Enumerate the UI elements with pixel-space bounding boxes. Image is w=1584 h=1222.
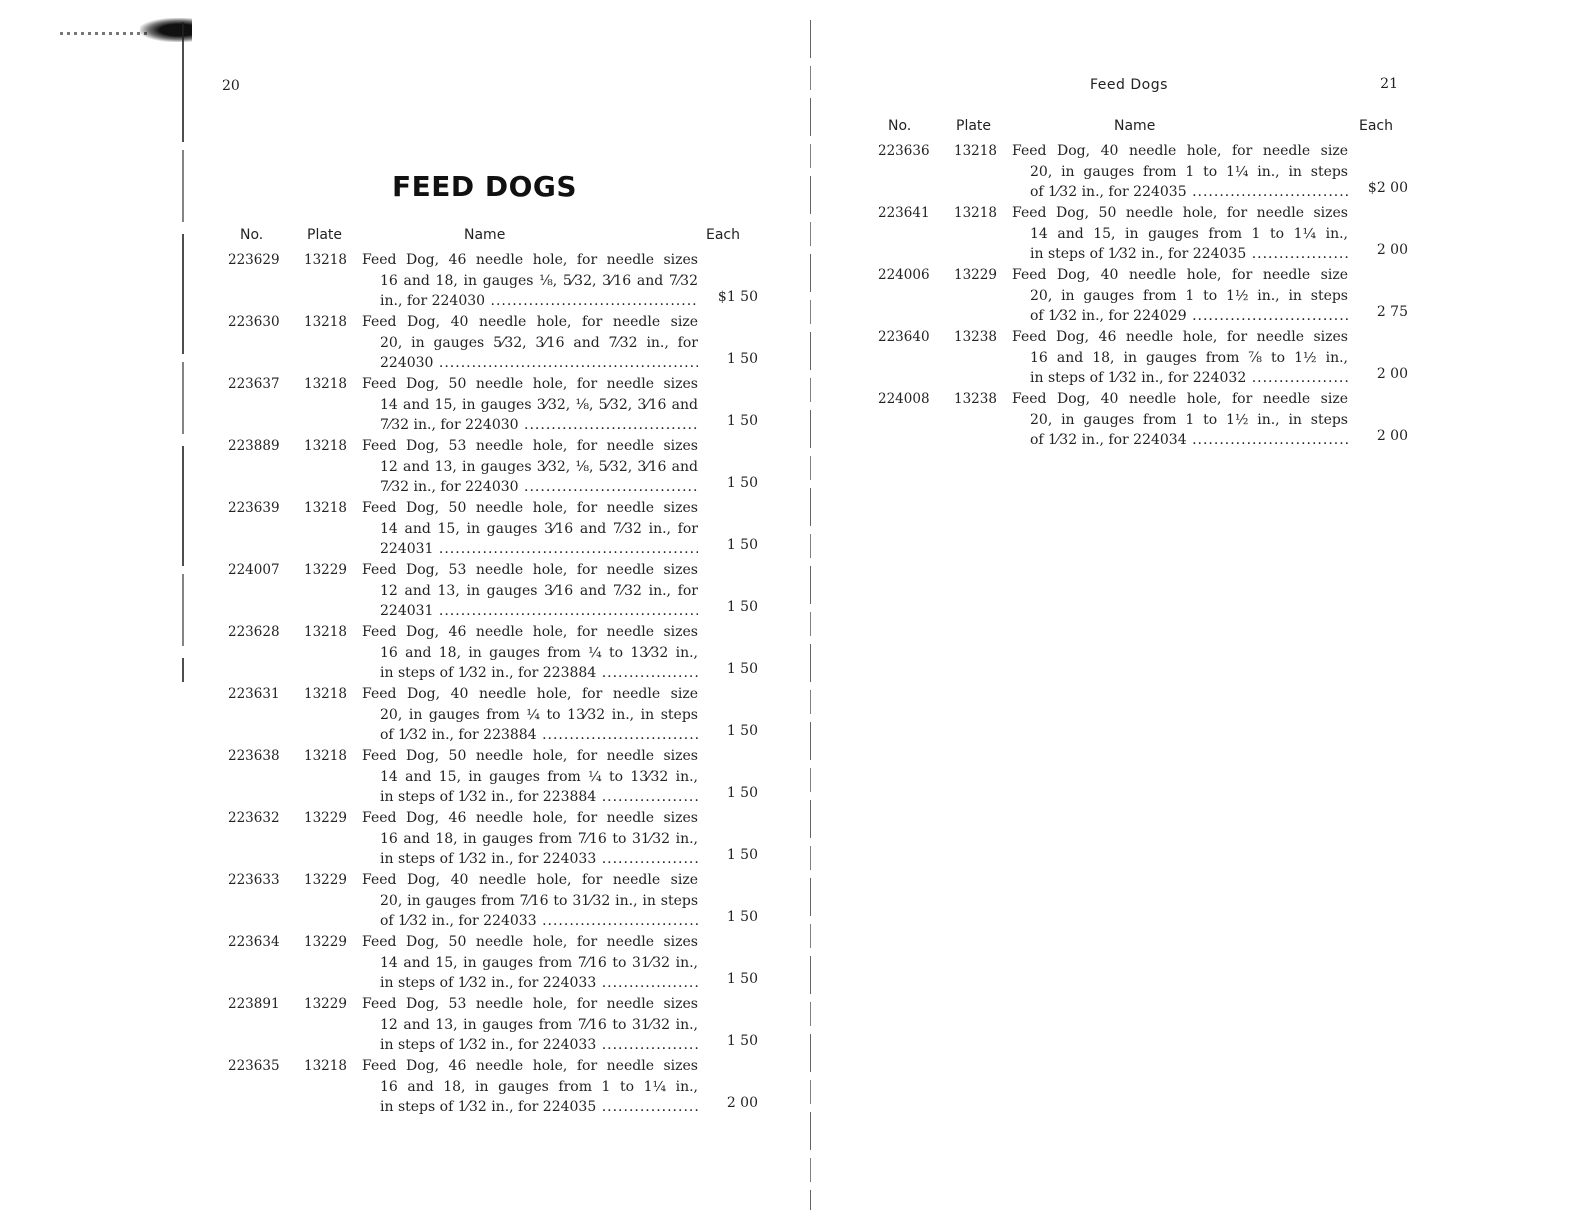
description-line: Feed Dog, 46 needle hole, for needle sizes xyxy=(1012,329,1348,345)
table-row xyxy=(228,498,758,560)
table-row xyxy=(228,994,758,1056)
description-line: 7⁄32 in., for 224030 ..... xyxy=(362,477,698,498)
unit-price: 1 50 xyxy=(726,413,758,430)
header-name: Name xyxy=(464,227,506,243)
part-number: 223641 xyxy=(878,205,930,221)
plate-number: 13218 xyxy=(304,438,347,454)
plate-number: 13218 xyxy=(304,624,347,640)
table-row xyxy=(228,1056,758,1118)
header-each: Each xyxy=(1359,118,1393,134)
table-row xyxy=(228,560,758,622)
plate-number: 13218 xyxy=(304,376,347,392)
table-row xyxy=(878,389,1408,451)
part-number: 223637 xyxy=(228,376,280,392)
description-line: Feed Dog, 50 needle hole, for needle sizes xyxy=(362,748,698,764)
parts-table xyxy=(878,141,1408,451)
running-head: Feed Dogs xyxy=(1090,77,1168,93)
description-line: Feed Dog, 46 needle hole, for needle sizes xyxy=(362,1058,698,1074)
column-headers xyxy=(810,118,1584,136)
part-number: 223633 xyxy=(228,872,280,888)
description-line: 224031 ..... xyxy=(362,601,698,622)
description-line: 224030 ..... xyxy=(362,353,698,374)
table-row xyxy=(228,684,758,746)
part-number: 223630 xyxy=(228,314,280,330)
plate-number: 13238 xyxy=(954,391,997,407)
description-line: 14 and 15, in gauges from 7⁄16 to 31⁄32 in., xyxy=(380,954,698,971)
plate-number: 13229 xyxy=(304,562,347,578)
part-number: 223889 xyxy=(228,438,280,454)
description-line: of 1⁄32 in., for 224035 ..... xyxy=(1012,182,1348,203)
page-number: 20 xyxy=(222,78,240,94)
plate-number: 13218 xyxy=(304,252,347,268)
table-row xyxy=(228,808,758,870)
unit-price: 1 50 xyxy=(726,847,758,864)
table-row xyxy=(228,436,758,498)
section-title: FEED DOGS xyxy=(392,170,578,203)
description-line: 16 and 18, in gauges from 1 to 1¼ in., xyxy=(380,1078,698,1095)
part-number: 224008 xyxy=(878,391,930,407)
header-each: Each xyxy=(706,227,740,243)
unit-price: 2 00 xyxy=(1376,242,1408,259)
unit-price: 1 50 xyxy=(726,971,758,988)
description-line: Feed Dog, 46 needle hole, for needle sizes xyxy=(362,624,698,640)
description-line: Feed Dog, 40 needle hole, for needle size xyxy=(1012,267,1348,283)
description-line: 16 and 18, in gauges from ⅞ to 1½ in., xyxy=(1030,349,1348,366)
plate-number: 13218 xyxy=(954,143,997,159)
description-line: Feed Dog, 53 needle hole, for needle sizes xyxy=(362,438,698,454)
header-plate: Plate xyxy=(956,118,992,134)
description-line: of 1⁄32 in., for 223884 ..... xyxy=(362,725,698,746)
plate-number: 13229 xyxy=(304,810,347,826)
unit-price: 1 50 xyxy=(726,1033,758,1050)
description-line: Feed Dog, 50 needle hole, for needle sizes xyxy=(1012,205,1348,221)
description-line: in steps of 1⁄32 in., for 224033 ..... xyxy=(362,1035,698,1056)
description-line: Feed Dog, 50 needle hole, for needle sizes xyxy=(362,376,698,392)
part-description xyxy=(362,746,698,808)
description-line: 20, in gauges from 1 to 1½ in., in steps xyxy=(1030,411,1348,428)
part-number: 223632 xyxy=(228,810,280,826)
table-row xyxy=(228,250,758,312)
part-number: 223636 xyxy=(878,143,930,159)
header-no: No. xyxy=(240,227,264,243)
part-description xyxy=(362,560,698,622)
table-row xyxy=(228,746,758,808)
description-line: in., for 224030 ..... xyxy=(362,291,698,312)
description-line: Feed Dog, 40 needle hole, for needle size xyxy=(362,314,698,330)
part-description xyxy=(362,994,698,1056)
table-row xyxy=(878,203,1408,265)
right-page xyxy=(810,0,1584,1222)
description-line: in steps of 1⁄32 in., for 224033 ..... xyxy=(362,849,698,870)
description-line: in steps of 1⁄32 in., for 224033 ..... xyxy=(362,973,698,994)
table-row xyxy=(228,622,758,684)
column-headers xyxy=(0,227,800,245)
table-row xyxy=(228,374,758,436)
description-line: 16 and 18, in gauges from 7⁄16 to 31⁄32 in., xyxy=(380,830,698,847)
description-line: in steps of 1⁄32 in., for 224035 ..... xyxy=(1012,244,1348,265)
description-line: 20, in gauges 5⁄32, 3⁄16 and 7⁄32 in., for xyxy=(380,334,698,351)
description-line: Feed Dog, 40 needle hole, for needle size xyxy=(1012,143,1348,159)
description-line: Feed Dog, 50 needle hole, for needle sizes xyxy=(362,934,698,950)
unit-price: 2 00 xyxy=(726,1095,758,1112)
description-line: 20, in gauges from 7⁄16 to 31⁄32 in., in steps xyxy=(380,892,698,909)
plate-number: 13218 xyxy=(304,500,347,516)
description-line: 16 and 18, in gauges from ¼ to 13⁄32 in., xyxy=(380,644,698,661)
unit-price: 1 50 xyxy=(726,785,758,802)
plate-number: 13229 xyxy=(304,996,347,1012)
unit-price: 1 50 xyxy=(726,661,758,678)
part-description xyxy=(362,250,698,312)
part-number: 223629 xyxy=(228,252,280,268)
description-line: Feed Dog, 40 needle hole, for needle size xyxy=(362,872,698,888)
part-description xyxy=(362,808,698,870)
plate-number: 13218 xyxy=(304,1058,347,1074)
description-line: 14 and 15, in gauges 3⁄16 and 7⁄32 in., for xyxy=(380,520,698,537)
description-line: of 1⁄32 in., for 224033 ..... xyxy=(362,911,698,932)
table-row xyxy=(878,265,1408,327)
description-line: 12 and 13, in gauges 3⁄16 and 7⁄32 in., for xyxy=(380,582,698,599)
part-number: 224006 xyxy=(878,267,930,283)
description-line: 20, in gauges from 1 to 1¼ in., in steps xyxy=(1030,163,1348,180)
description-line: Feed Dog, 40 needle hole, for needle size xyxy=(362,686,698,702)
unit-price: 1 50 xyxy=(726,909,758,926)
part-description xyxy=(1012,327,1348,389)
unit-price: 1 50 xyxy=(726,475,758,492)
unit-price: 1 50 xyxy=(726,537,758,554)
part-number: 223631 xyxy=(228,686,280,702)
description-line: Feed Dog, 53 needle hole, for needle sizes xyxy=(362,996,698,1012)
part-number: 224007 xyxy=(228,562,280,578)
part-number: 223635 xyxy=(228,1058,280,1074)
part-description xyxy=(362,932,698,994)
part-description xyxy=(362,312,698,374)
plate-number: 13229 xyxy=(304,934,347,950)
table-row xyxy=(228,312,758,374)
description-line: Feed Dog, 50 needle hole, for needle sizes xyxy=(362,500,698,516)
part-number: 223638 xyxy=(228,748,280,764)
part-description xyxy=(362,1056,698,1118)
description-line: 20, in gauges from 1 to 1½ in., in steps xyxy=(1030,287,1348,304)
table-row xyxy=(878,141,1408,203)
description-line: 7⁄32 in., for 224030 ..... xyxy=(362,415,698,436)
table-row xyxy=(878,327,1408,389)
unit-price: 1 50 xyxy=(726,723,758,740)
header-plate: Plate xyxy=(307,227,343,243)
description-line: 224031 ..... xyxy=(362,539,698,560)
unit-price: 2 75 xyxy=(1376,304,1408,321)
plate-number: 13238 xyxy=(954,329,997,345)
description-line: 14 and 15, in gauges from 1 to 1¼ in., xyxy=(1030,225,1348,242)
unit-price: $1 50 xyxy=(717,289,758,306)
page-number: 21 xyxy=(1380,76,1398,92)
unit-price: 1 50 xyxy=(726,351,758,368)
plate-number: 13218 xyxy=(304,314,347,330)
plate-number: 13229 xyxy=(954,267,997,283)
part-description xyxy=(362,870,698,932)
description-line: 14 and 15, in gauges 3⁄32, ⅛, 5⁄32, 3⁄16 and xyxy=(380,396,698,413)
description-line: in steps of 1⁄32 in., for 224035 ..... xyxy=(362,1097,698,1118)
unit-price: $2 00 xyxy=(1367,180,1408,197)
part-description xyxy=(1012,389,1348,451)
description-line: 20, in gauges from ¼ to 13⁄32 in., in steps xyxy=(380,706,698,723)
part-description xyxy=(1012,203,1348,265)
part-number: 223891 xyxy=(228,996,280,1012)
unit-price: 2 00 xyxy=(1376,428,1408,445)
header-no: No. xyxy=(888,118,912,134)
part-description xyxy=(362,436,698,498)
plate-number: 13218 xyxy=(304,686,347,702)
unit-price: 2 00 xyxy=(1376,366,1408,383)
description-line: of 1⁄32 in., for 224029 ..... xyxy=(1012,306,1348,327)
part-description xyxy=(362,498,698,560)
parts-table xyxy=(228,250,758,1118)
part-description xyxy=(362,622,698,684)
plate-number: 13218 xyxy=(304,748,347,764)
description-line: of 1⁄32 in., for 224034 ..... xyxy=(1012,430,1348,451)
description-line: 12 and 13, in gauges 3⁄32, ⅛, 5⁄32, 3⁄16 and xyxy=(380,458,698,475)
description-line: Feed Dog, 53 needle hole, for needle sizes xyxy=(362,562,698,578)
table-row xyxy=(228,932,758,994)
part-number: 223628 xyxy=(228,624,280,640)
table-row xyxy=(228,870,758,932)
description-line: 12 and 13, in gauges from 7⁄16 to 31⁄32 in., xyxy=(380,1016,698,1033)
part-number: 223640 xyxy=(878,329,930,345)
unit-price: 1 50 xyxy=(726,599,758,616)
description-line: 14 and 15, in gauges from ¼ to 13⁄32 in., xyxy=(380,768,698,785)
part-description xyxy=(362,374,698,436)
plate-number: 13218 xyxy=(954,205,997,221)
part-number: 223634 xyxy=(228,934,280,950)
description-line: in steps of 1⁄32 in., for 223884 ..... xyxy=(362,787,698,808)
part-description xyxy=(362,684,698,746)
part-number: 223639 xyxy=(228,500,280,516)
description-line: in steps of 1⁄32 in., for 223884 ..... xyxy=(362,663,698,684)
description-line: 16 and 18, in gauges ⅛, 5⁄32, 3⁄16 and 7⁄32 xyxy=(380,272,698,289)
plate-number: 13229 xyxy=(304,872,347,888)
description-line: Feed Dog, 40 needle hole, for needle size xyxy=(1012,391,1348,407)
header-name: Name xyxy=(1114,118,1156,134)
part-description xyxy=(1012,265,1348,327)
description-line: Feed Dog, 46 needle hole, for needle sizes xyxy=(362,810,698,826)
description-line: in steps of 1⁄32 in., for 224032 ..... xyxy=(1012,368,1348,389)
description-line: Feed Dog, 46 needle hole, for needle sizes xyxy=(362,252,698,268)
part-description xyxy=(1012,141,1348,203)
